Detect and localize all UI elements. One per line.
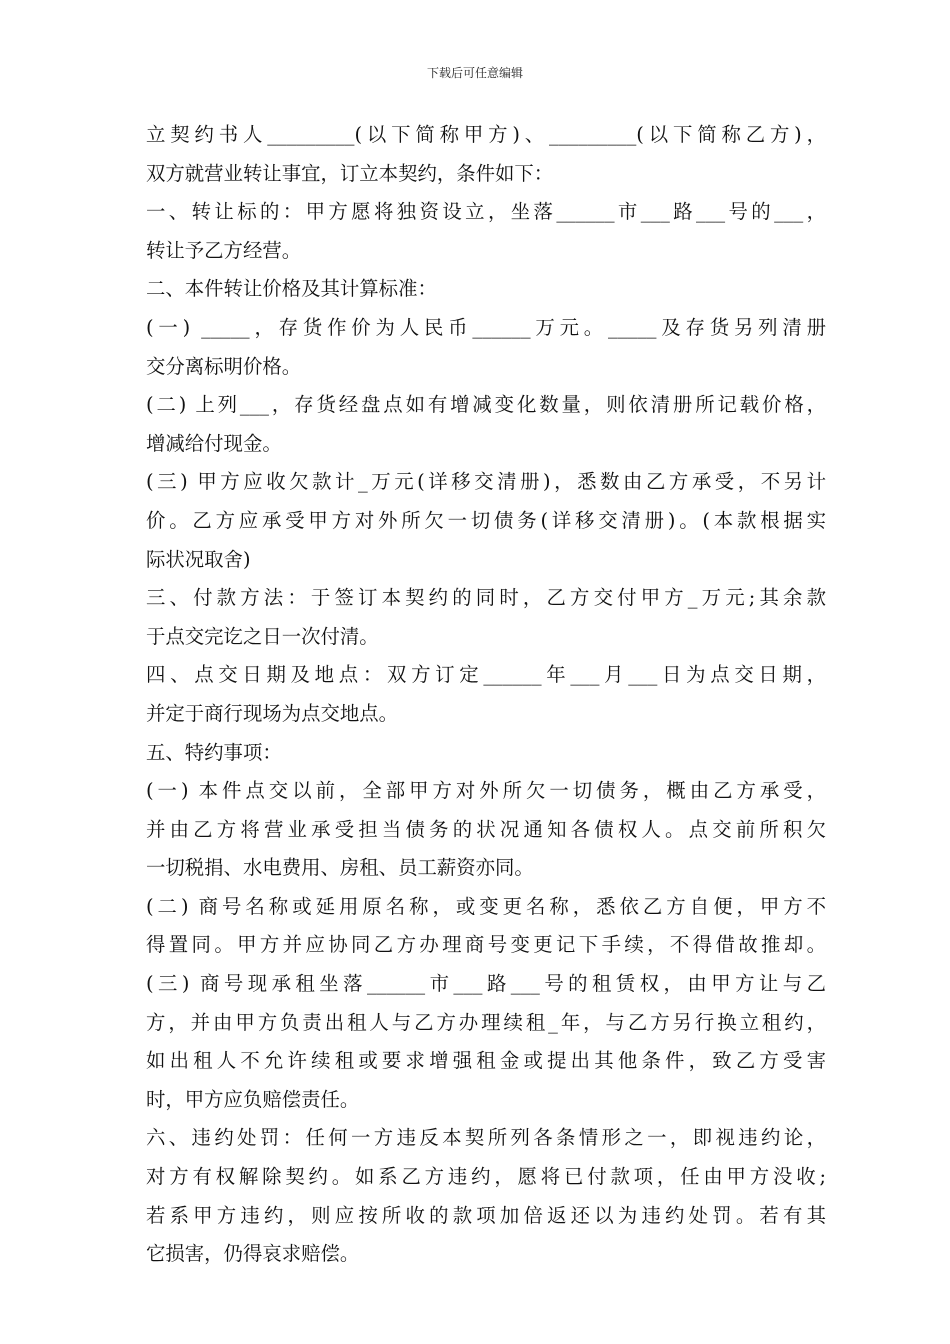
text-line: 它损害，仍得哀求赔偿。	[146, 1242, 360, 1266]
text-line: 对方有权解除契约。如系乙方违约，愿将已付款项，任由甲方没收;	[146, 1165, 826, 1189]
text-line: 并由乙方将营业承受担当债务的状况通知各债权人。点交前所积欠	[146, 817, 826, 841]
text-line: 转让予乙方经营。	[146, 238, 302, 262]
text-line: (二) 商号名称或延用原名称，或变更名称，悉依乙方自便，甲方不	[146, 894, 826, 918]
contract-body	[146, 116, 826, 1274]
text-line: 价。乙方应承受甲方对外所欠一切债务(详移交清册)。(本款根据实	[146, 508, 826, 532]
text-line: (一) 本件点交以前，全部甲方对外所欠一切债务，概由乙方承受，	[146, 779, 826, 803]
text-line: 四、点交日期及地点：双方订定______年___月___日为点交日期，	[146, 663, 826, 687]
text-line: 交分离标明价格。	[146, 354, 302, 378]
text-line: 一切税捐、水电费用、房租、员工薪资亦同。	[146, 856, 534, 880]
page-header: 下载后可任意编辑	[426, 66, 523, 80]
text-line: 五、特约事项：	[146, 740, 282, 764]
text-line: 立契约书人_________(以下简称甲方)、_________(以下简称乙方)，	[146, 123, 826, 146]
text-line: 并定于商行现场为点交地点。	[146, 701, 399, 725]
text-line: 时，甲方应负赔偿责任。	[146, 1087, 360, 1111]
text-line: (三) 商号现承租坐落______市___路___号的租赁权，由甲方让与乙	[146, 972, 826, 996]
text-line: 双方就营业转让事宜，订立本契约，条件如下：	[146, 161, 554, 185]
text-line: 如出租人不允许续租或要求增强租金或提出其他条件，致乙方受害	[146, 1049, 826, 1073]
text-line: 若系甲方违约，则应按所收的款项加倍返还以为违约处罚。若有其	[146, 1203, 826, 1227]
text-line: 方，并由甲方负责出租人与乙方办理续租_年，与乙方另行换立租约，	[146, 1010, 826, 1034]
text-line: 于点交完讫之日一次付清。	[146, 624, 379, 648]
text-line: 际状况取舍)	[146, 547, 251, 571]
text-line: 六、违约处罚：任何一方违反本契所列各条情形之一，即视违约论，	[146, 1126, 826, 1150]
text-line: (一) _____，存货作价为人民币______万元。_____及存货另列清册	[146, 315, 826, 339]
text-line: 增减给付现金。	[146, 431, 282, 455]
text-line: (二) 上列___，存货经盘点如有增减变化数量，则依清册所记载价格，	[146, 393, 826, 417]
text-line: 二、本件转让价格及其计算标准：	[146, 277, 437, 301]
text-line: 三、付款方法：于签订本契约的同时，乙方交付甲方_万元;其余款	[146, 586, 826, 610]
text-line: 得置同。甲方并应协同乙方办理商号变更记下手续，不得借故推却。	[146, 933, 826, 957]
text-line: 一、转让标的：甲方愿将独资设立，坐落______市___路___号的___，	[146, 200, 826, 224]
text-line: (三) 甲方应收欠款计_万元(详移交清册)，悉数由乙方承受，不另计	[146, 470, 826, 494]
